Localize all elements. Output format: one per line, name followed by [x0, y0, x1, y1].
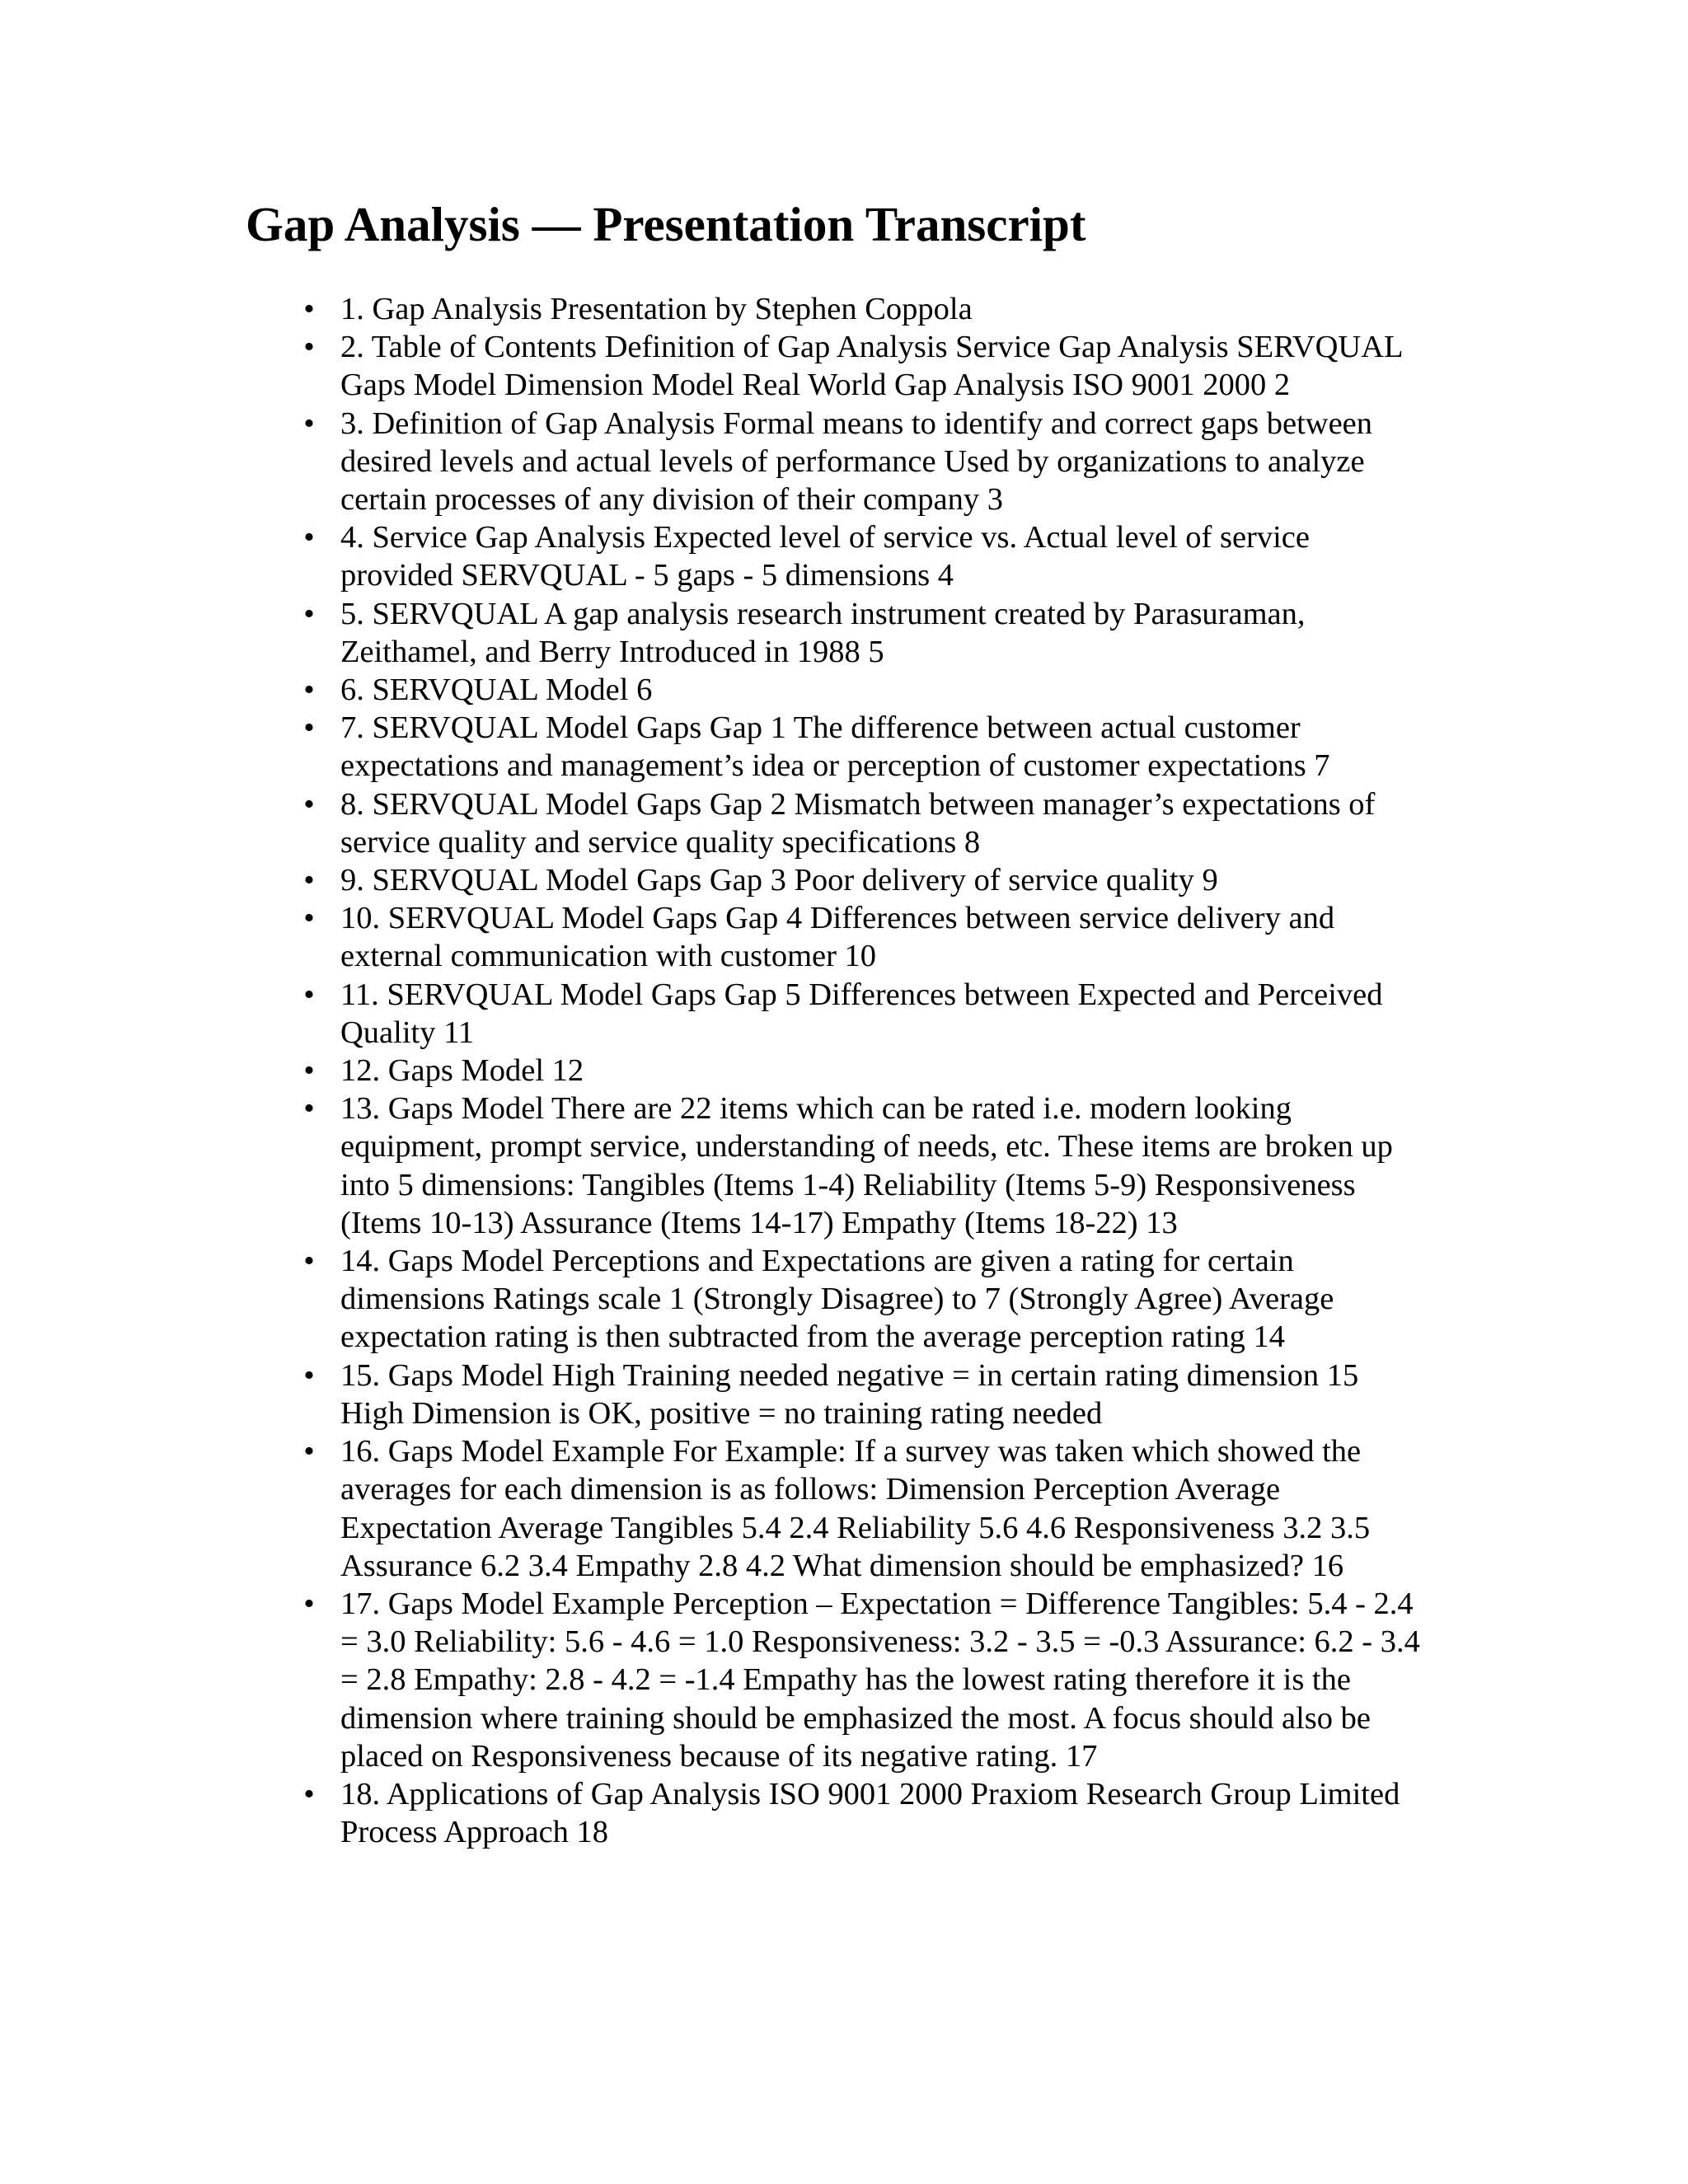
list-item	[303, 1090, 1428, 1242]
list-item	[303, 595, 1428, 671]
bullet-icon: •	[303, 405, 315, 441]
list-item	[303, 709, 1428, 785]
list-item	[303, 1357, 1428, 1432]
item-text: 15. Gaps Model High Training needed negative = in certain rating dimension 15 High Dimension is OK, positive = no training rating needed	[340, 1357, 1359, 1431]
list-item	[303, 1052, 1428, 1090]
item-text: 7. SERVQUAL Model Gaps Gap 1 The difference between actual customer expectations and management’s idea or perception of customer expectations 7	[340, 710, 1330, 784]
item-text: 8. SERVQUAL Model Gaps Gap 2 Mismatch between manager’s expectations of service quality and service quality specifications 8	[340, 786, 1376, 860]
list-item	[303, 785, 1428, 861]
bullet-icon: •	[303, 292, 315, 326]
item-text: 11. SERVQUAL Model Gaps Gap 5 Differences between Expected and Perceived Quality 11	[340, 977, 1383, 1050]
list-item	[303, 861, 1428, 899]
bullet-icon: •	[303, 1434, 315, 1469]
item-text: 13. Gaps Model There are 22 items which can be rated i.e. modern looking equipment, prompt service, understanding of needs, etc. These items are broken up into 5 dimensions: Tangibles (Items 1-4) Reliability (Items 5-9) Responsiveness (Items 10-13) Assurance (Items 14-17) Empathy (Items 18-22) 13	[340, 1091, 1393, 1240]
bullet-icon: •	[303, 863, 315, 898]
list-item	[303, 1775, 1428, 1851]
item-text: 6. SERVQUAL Model 6	[340, 673, 653, 708]
list-item	[303, 1585, 1428, 1775]
item-text: 10. SERVQUAL Model Gaps Gap 4 Differences between service delivery and external communication with customer 10	[340, 901, 1335, 974]
transcript-list	[303, 290, 1428, 1851]
item-text: 17. Gaps Model Example Perception – Expectation = Difference Tangibles: 5.4 - 2.4 = 3.0 Reliability: 5.6 - 4.6 = 1.0 Responsiveness: 3.2 - 3.5 = -0.3 Assurance: 6.2 - 3.4 = 2.8 Empathy: 2.8 - 4.2 = -1.4 Empathy has the lowest rating therefore it is the dimension where training should be emphasized the most. A focus should also be placed on Responsiveness because of its negative rating. 17	[340, 1586, 1420, 1774]
list-item	[303, 290, 1428, 328]
item-text: 4. Service Gap Analysis Expected level of service vs. Actual level of service provided SERVQUAL - 5 gaps - 5 dimensions 4	[340, 520, 1310, 593]
list-item	[303, 1432, 1428, 1585]
bullet-icon: •	[303, 673, 315, 708]
item-text: 18. Applications of Gap Analysis ISO 9001 2000 Praxiom Research Group Limited Process Approach 18	[340, 1776, 1400, 1850]
list-item	[303, 1242, 1428, 1357]
bullet-icon: •	[303, 977, 315, 1012]
item-text: 5. SERVQUAL A gap analysis research instrument created by Parasuraman, Zeithamel, and Berry Introduced in 1988 5	[340, 596, 1306, 669]
bullet-icon: •	[303, 520, 315, 555]
bullet-icon: •	[303, 1586, 315, 1621]
item-text: 12. Gaps Model 12	[340, 1053, 584, 1089]
list-item	[303, 899, 1428, 975]
list-item	[303, 976, 1428, 1052]
bullet-icon: •	[303, 1357, 315, 1393]
bullet-icon: •	[303, 596, 315, 631]
item-text: 3. Definition of Gap Analysis Formal means to identify and correct gaps between desired levels and actual levels of performance Used by organizations to analyze certain processes of any division of their company 3	[340, 405, 1373, 518]
item-text: 2. Table of Contents Definition of Gap Analysis Service Gap Analysis SERVQUAL Gaps Model Dimension Model Real World Gap Analysis ISO 9001 2000 2	[340, 330, 1403, 403]
item-text: 16. Gaps Model Example For Example: If a survey was taken which showed the averages for each dimension is as follows: Dimension Perception Average Expectation Average Tangibles 5.4 2.4 Reliability 5.6 4.6 Responsiveness 3.2 3.5 Assurance 6.2 3.4 Empathy 2.8 4.2 What dimension should be emphasized? 16	[340, 1434, 1371, 1583]
bullet-icon: •	[303, 330, 315, 365]
list-item	[303, 671, 1428, 709]
item-text: 1. Gap Analysis Presentation by Stephen Coppola	[340, 292, 973, 326]
bullet-icon: •	[303, 1776, 315, 1811]
bullet-icon: •	[303, 1244, 315, 1279]
item-text: 9. SERVQUAL Model Gaps Gap 3 Poor delivery of service quality 9	[340, 863, 1218, 898]
bullet-icon: •	[303, 1091, 315, 1127]
list-item	[303, 518, 1428, 594]
page-title: Gap Analysis — Presentation Transcript	[246, 197, 1086, 251]
list-item	[303, 328, 1428, 404]
bullet-icon: •	[303, 1053, 315, 1089]
bullet-icon: •	[303, 901, 315, 936]
bullet-icon: •	[303, 786, 315, 822]
bullet-icon: •	[303, 710, 315, 746]
item-text: 14. Gaps Model Perceptions and Expectations are given a rating for certain dimensions Ratings scale 1 (Strongly Disagree) to 7 (Strongly Agree) Average expectation rating is then subtracted from the average perception rating 14	[340, 1244, 1334, 1355]
list-item	[303, 405, 1428, 519]
